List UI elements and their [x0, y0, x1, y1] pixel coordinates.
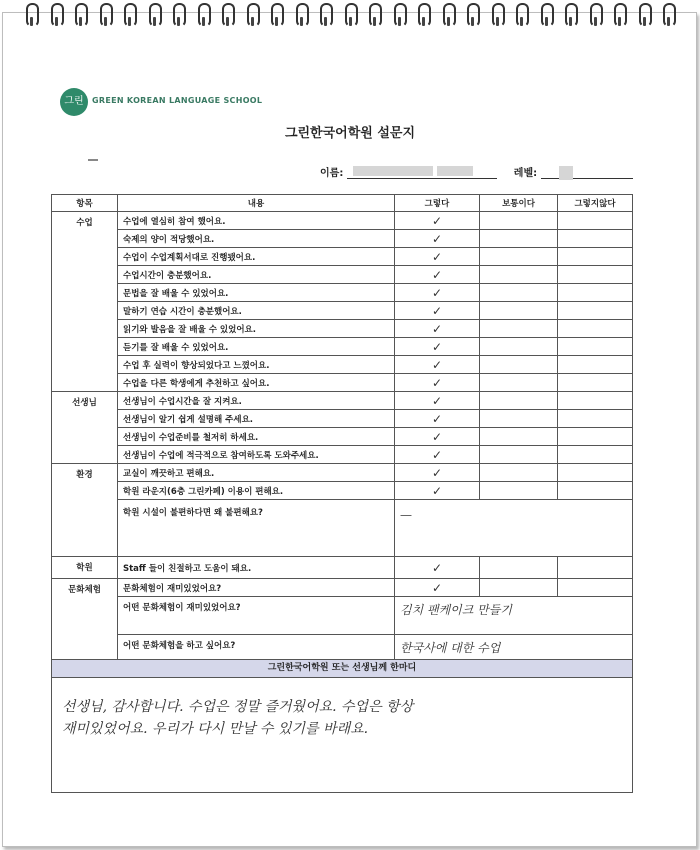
spiral-ring-icon — [418, 3, 431, 27]
neutral-cell[interactable] — [480, 284, 558, 302]
spiral-ring-icon — [492, 3, 505, 27]
disagree-cell[interactable] — [558, 320, 633, 338]
school-logo-icon: 그린 — [60, 88, 88, 116]
check-mark-icon[interactable]: ✓ — [395, 230, 480, 248]
spiral-ring-icon — [590, 3, 603, 27]
neutral-cell[interactable] — [480, 410, 558, 428]
spiral-ring-icon — [639, 3, 652, 27]
check-mark-icon[interactable]: ✓ — [395, 338, 480, 356]
table-row — [52, 320, 633, 338]
spiral-ring-icon — [124, 3, 137, 27]
disagree-cell[interactable] — [558, 579, 633, 597]
spiral-ring-icon — [320, 3, 333, 27]
comment-line: 선생님, 감사합니다. 수업은 정말 즐거웠어요. 수업은 항상 — [62, 699, 414, 715]
spiral-ring-icon — [614, 3, 627, 27]
question-text: 듣기를 잘 배울 수 있었어요. — [118, 338, 395, 356]
spiral-ring-icon — [198, 3, 211, 27]
question-text: 선생님이 수업에 적극적으로 참여하도록 도와주세요. — [118, 446, 395, 464]
survey-table — [51, 194, 633, 673]
question-text: 학원 라운지(6층 그린카페) 이용이 편해요. — [118, 482, 395, 500]
stray-mark — [88, 159, 98, 161]
spiral-ring-icon — [516, 3, 529, 27]
check-mark-icon[interactable]: ✓ — [395, 446, 480, 464]
question-text: 수업에 열심히 참여 했어요. — [118, 212, 395, 230]
table-row — [52, 557, 633, 579]
spiral-ring-icon — [541, 3, 554, 27]
open-question-text: 학원 시설이 불편하다면 왜 불편해요? — [118, 500, 395, 557]
comment-text — [52, 678, 632, 740]
disagree-cell[interactable] — [558, 482, 633, 500]
table-row — [52, 446, 633, 464]
disagree-cell[interactable] — [558, 230, 633, 248]
question-text: 수업을 다른 학생에게 추천하고 싶어요. — [118, 374, 395, 392]
spiral-ring-icon — [345, 3, 358, 27]
open-answer-field[interactable] — [395, 500, 633, 557]
redacted-name — [353, 166, 433, 176]
spiral-ring-icon — [296, 3, 309, 27]
spiral-ring-icon — [100, 3, 113, 27]
question-text: 교실이 깨끗하고 편해요. — [118, 464, 395, 482]
neutral-cell[interactable] — [480, 374, 558, 392]
neutral-cell[interactable] — [480, 464, 558, 482]
disagree-cell[interactable] — [558, 248, 633, 266]
question-text: 말하기 연습 시간이 충분했어요. — [118, 302, 395, 320]
neutral-cell[interactable] — [480, 482, 558, 500]
check-mark-icon[interactable]: ✓ — [395, 410, 480, 428]
level-label: 레벨: — [513, 168, 538, 179]
check-mark-icon[interactable]: ✓ — [395, 266, 480, 284]
spiral-ring-icon — [222, 3, 235, 27]
question-text: 수업시간이 충분했어요. — [118, 266, 395, 284]
neutral-cell[interactable] — [480, 320, 558, 338]
question-text: Staff 들이 친절하고 도움이 돼요. — [118, 557, 395, 579]
question-text: 숙제의 양이 적당했어요. — [118, 230, 395, 248]
neutral-cell[interactable] — [480, 579, 558, 597]
table-header-row — [52, 195, 633, 212]
neutral-cell[interactable] — [480, 212, 558, 230]
question-text: 문법을 잘 배울 수 있었어요. — [118, 284, 395, 302]
open-answer-text: 김치 팬케이크 만들기 — [400, 603, 512, 617]
neutral-cell[interactable] — [480, 338, 558, 356]
check-mark-icon[interactable]: ✓ — [395, 428, 480, 446]
disagree-cell[interactable] — [558, 266, 633, 284]
question-text: 읽기와 발음을 잘 배울 수 있었어요. — [118, 320, 395, 338]
disagree-cell[interactable] — [558, 557, 633, 579]
table-row — [52, 302, 633, 320]
neutral-cell[interactable] — [480, 428, 558, 446]
table-row — [52, 266, 633, 284]
spiral-ring-icon — [369, 3, 382, 27]
document-title: 그린한국어학원 설문지 — [284, 126, 416, 141]
header-category: 항목 — [52, 195, 118, 212]
category-teacher: 선생님 — [52, 392, 118, 464]
neutral-cell[interactable] — [480, 248, 558, 266]
table-row — [52, 374, 633, 392]
table-row — [52, 500, 633, 557]
check-mark-icon[interactable]: ✓ — [395, 356, 480, 374]
spiral-ring-icon — [75, 3, 88, 27]
open-answer-field[interactable] — [395, 597, 633, 635]
table-row — [52, 579, 633, 597]
spiral-ring-icon — [149, 3, 162, 27]
open-question-text: 어떤 문화체험을 하고 싶어요? — [118, 635, 395, 673]
open-answer-text: 한국사에 대한 수업 — [400, 641, 501, 655]
question-text: 선생님이 알기 쉽게 설명해 주세요. — [118, 410, 395, 428]
header-neutral: 보통이다 — [480, 195, 558, 212]
neutral-cell[interactable] — [480, 446, 558, 464]
table-row — [52, 338, 633, 356]
question-text: 수업이 수업계획서대로 진행됐어요. — [118, 248, 395, 266]
spiral-ring-icon — [394, 3, 407, 27]
table-row — [52, 248, 633, 266]
spiral-ring-icon — [173, 3, 186, 27]
category-academy: 학원 — [52, 557, 118, 579]
category-environment: 환경 — [52, 464, 118, 557]
school-name: GREEN KOREAN LANGUAGE SCHOOL — [92, 96, 263, 105]
spiral-ring-icon — [247, 3, 260, 27]
question-text: 선생님이 수업시간을 잘 지켜요. — [118, 392, 395, 410]
table-row — [52, 392, 633, 410]
comment-line: 재미있었어요. 우리가 다시 만날 수 있기를 바래요. — [62, 721, 369, 737]
question-text: 문화체험이 재미있었어요? — [118, 579, 395, 597]
level-field[interactable] — [541, 166, 633, 179]
table-row — [52, 410, 633, 428]
disagree-cell[interactable] — [558, 212, 633, 230]
disagree-cell[interactable] — [558, 284, 633, 302]
disagree-cell[interactable] — [558, 374, 633, 392]
header-content: 내용 — [118, 195, 395, 212]
neutral-cell[interactable] — [480, 557, 558, 579]
open-answer-text: — — [400, 508, 412, 522]
spiral-ring-icon — [663, 3, 676, 27]
table-row — [52, 597, 633, 635]
disagree-cell[interactable] — [558, 464, 633, 482]
check-mark-icon[interactable]: ✓ — [395, 302, 480, 320]
comment-box[interactable] — [51, 659, 633, 793]
table-row — [52, 212, 633, 230]
disagree-cell[interactable] — [558, 356, 633, 374]
header-disagree: 그렇지않다 — [558, 195, 633, 212]
category-class: 수업 — [52, 212, 118, 392]
spiral-ring-icon — [443, 3, 456, 27]
disagree-cell[interactable] — [558, 392, 633, 410]
question-text: 수업 후 실력이 향상되었다고 느꼈어요. — [118, 356, 395, 374]
header-agree: 그렇다 — [395, 195, 480, 212]
neutral-cell[interactable] — [480, 356, 558, 374]
spiral-ring-icon — [467, 3, 480, 27]
question-text: 선생님이 수업준비를 철저히 하세요. — [118, 428, 395, 446]
check-mark-icon[interactable]: ✓ — [395, 557, 480, 579]
open-question-text: 어떤 문화체험이 재미있었어요? — [118, 597, 395, 635]
disagree-cell[interactable] — [558, 302, 633, 320]
disagree-cell[interactable] — [558, 446, 633, 464]
neutral-cell[interactable] — [480, 266, 558, 284]
redacted-level — [559, 166, 573, 180]
table-row — [52, 428, 633, 446]
check-mark-icon[interactable]: ✓ — [395, 374, 480, 392]
name-label: 이름: — [320, 168, 344, 179]
check-mark-icon[interactable]: ✓ — [395, 284, 480, 302]
name-field[interactable] — [347, 166, 497, 179]
spiral-ring-icon — [565, 3, 578, 27]
table-row — [52, 464, 633, 482]
check-mark-icon[interactable]: ✓ — [395, 579, 480, 597]
neutral-cell[interactable] — [480, 302, 558, 320]
check-mark-icon[interactable]: ✓ — [395, 320, 480, 338]
check-mark-icon[interactable]: ✓ — [395, 248, 480, 266]
name-level-row — [320, 164, 633, 179]
check-mark-icon[interactable]: ✓ — [395, 482, 480, 500]
table-row — [52, 482, 633, 500]
neutral-cell[interactable] — [480, 230, 558, 248]
spiral-ring-icon — [271, 3, 284, 27]
spiral-ring-icon — [51, 3, 64, 27]
check-mark-icon[interactable]: ✓ — [395, 392, 480, 410]
table-row — [52, 356, 633, 374]
check-mark-icon[interactable]: ✓ — [395, 212, 480, 230]
neutral-cell[interactable] — [480, 392, 558, 410]
category-culture: 문화체험 — [52, 579, 118, 673]
table-row — [52, 284, 633, 302]
spiral-binding — [0, 0, 700, 32]
disagree-cell[interactable] — [558, 410, 633, 428]
disagree-cell[interactable] — [558, 338, 633, 356]
comment-heading: 그린한국어학원 또는 선생님께 한마디 — [52, 660, 632, 678]
redacted-name — [437, 166, 473, 176]
check-mark-icon[interactable]: ✓ — [395, 464, 480, 482]
disagree-cell[interactable] — [558, 428, 633, 446]
spiral-ring-icon — [26, 3, 39, 27]
table-row — [52, 230, 633, 248]
